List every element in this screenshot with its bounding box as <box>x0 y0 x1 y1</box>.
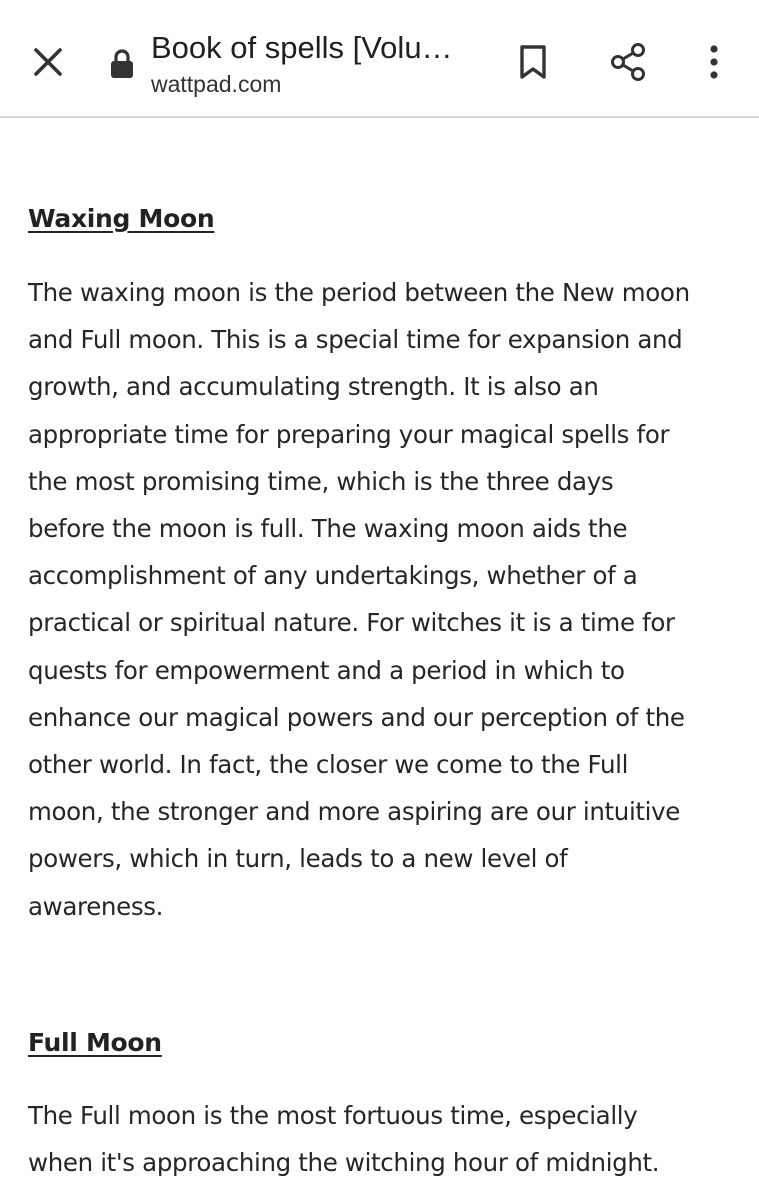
close-button[interactable] <box>20 34 76 90</box>
share-icon <box>608 42 648 82</box>
paragraph-line: appropriate time for preparing your magical spells for <box>28 419 670 449</box>
paragraph-line: and Full moon. This is a special time for expansion and <box>28 325 683 355</box>
more-vert-icon <box>708 44 720 80</box>
paragraph-line: accomplishment of any undertakings, whether of a <box>28 561 638 591</box>
share-button[interactable] <box>600 34 656 90</box>
section-paragraph-full-moon <box>28 1092 728 1186</box>
browser-toolbar <box>0 0 759 118</box>
paragraph-line: awareness. <box>28 891 164 921</box>
paragraph-line: before the moon is full. The waxing moon aids the <box>28 514 628 544</box>
paragraph-line: when it's approaching the witching hour of midnight. <box>28 1148 660 1178</box>
lock-icon <box>108 48 136 80</box>
page-url: wattpad.com <box>151 71 282 97</box>
paragraph-line: quests for empowerment and a period in which to <box>28 655 625 685</box>
paragraph-line: other world. In fact, the closer we come to the Full <box>28 750 629 780</box>
page-info[interactable] <box>151 28 481 98</box>
close-icon <box>32 46 64 78</box>
paragraph-line: The waxing moon is the period between the New moon <box>28 278 690 307</box>
section-heading-waxing-moon: Waxing Moon <box>28 204 215 233</box>
paragraph-line: moon, the stronger and more aspiring are our intuitive <box>28 797 681 827</box>
paragraph-line: The Full moon is the most fortuous time, especially <box>28 1101 638 1130</box>
paragraph-line: the most promising time, which is the three days <box>28 466 614 496</box>
paragraph-line: enhance our magical powers and our perception of the <box>28 702 685 732</box>
section-heading-full-moon: Full Moon <box>28 1028 162 1057</box>
bookmark-button[interactable] <box>505 34 561 90</box>
section-paragraph-waxing-moon <box>28 269 728 930</box>
page-title: Book of spells [Volu… <box>151 30 453 65</box>
paragraph-line: practical or spiritual nature. For witches it is a time for <box>28 608 675 638</box>
bookmark-icon <box>518 44 548 80</box>
more-options-button[interactable] <box>686 34 742 90</box>
paragraph-line: growth, and accumulating strength. It is also an <box>28 372 599 402</box>
paragraph-line: powers, which in turn, leads to a new level of <box>28 844 568 874</box>
